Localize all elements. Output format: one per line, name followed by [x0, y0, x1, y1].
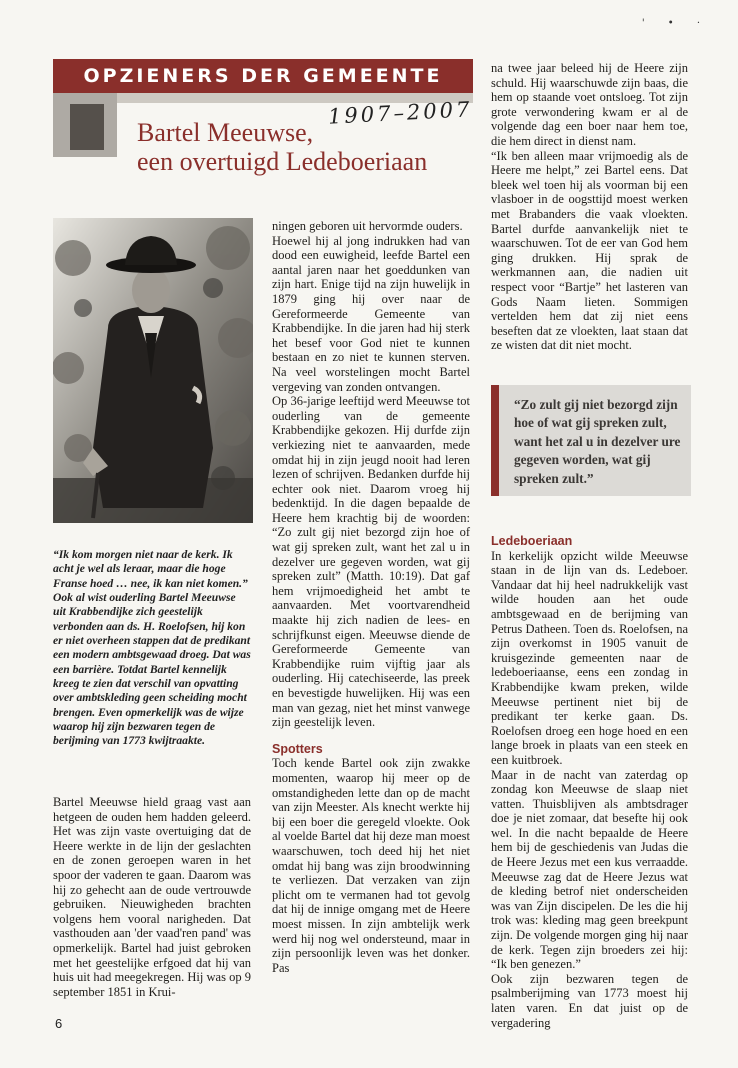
pull-quote-text: “Zo zult gij niet bezorgd zijn hoe of wat gij spreken zult, want het zal u in dezelver ure gegeven worden, wat gij spreken zult.”: [514, 397, 681, 486]
page-number: 6: [55, 1016, 63, 1031]
paragraph: Maar in de nacht van zaterdag op zondag kon Meeuwse de slaap niet vatten. Thuisblijven als ambtsdrager doe je niet zomaar, dat besefte hij ook wel. In die nacht bepaalde de Heere hem bij de geschiedenis van Judas die de Heere Jezus met een kus verraadde. Meeuwse zag dat de Heere Jezus wat de kleding betrof niet onderscheiden was van Zijn discipelen. De les die hij trok was: kleding mag geen breekpunt zijn. De volgende morgen ging hij naar de kerk. Tegen zijn broeders zei hij: “Ik ben genezen.”: [491, 767, 688, 972]
paragraph: Ook zijn bezwaren tegen de psalmberijming van 1773 moest hij laten varen. En dat juist op de vergadering: [491, 971, 688, 1030]
corner-marks: ' • ·: [641, 18, 710, 29]
text-column-4: [491, 534, 688, 1030]
paragraph: na twee jaar beleed hij de Heere zijn schuld. Hij waarschuwde zijn baas, die hem op staande voet ontsloeg. Tot zijn grote verwondering kwam er al de volgende dag een boer naar hem toe, die hem direct in dienst nam.: [491, 61, 688, 148]
text-column-1: [53, 795, 251, 999]
headline-line-2: een overtuigd Ledeboeriaan: [137, 147, 428, 176]
portrait-photo: [53, 218, 253, 523]
decorative-square-dark: [70, 104, 104, 150]
text-column-3: [491, 61, 688, 353]
pull-quote-box: [491, 385, 691, 496]
section-banner: OPZIENERS DER GEMEENTE: [53, 59, 473, 93]
pull-quote-bar: [491, 385, 499, 496]
subhead-spotters: Spotters: [272, 741, 323, 756]
paragraph: ningen geboren uit hervormde ouders.: [272, 219, 463, 233]
paragraph: Op 36-jarige leeftijd werd Meeuwse tot ouderling van de gemeente Krabbendijke gekozen. Hij durfde zijn verkiezing niet te aanvaarden, mede omdat hij in zijn jeugd nooit had leren lezen of schrijven. Bedanken durfde hij echter ook niet. Daarom vroeg hij bedenktijd. In die dagen bepaalde de Heere hem krachtig bij de woorden: “Zo zult gij niet bezorgd zijn hoe of wat gij spreken zult, want het zal u in dezelver ure gegeven worden, wat gij spreken zult” (Matth. 10:19). Dat gaf hem vrijmoedigheid het ambt te aanvaarden. Met voortvarendheid maakte hij zich nadien de lees- en schrijfkunst eigen. Meeuwse diende de Gereformeerde Gemeente van Krabbendijke ruim vijftig jaar als ouderling. Hij catechiseerde, las preek en bevestigde huwelijken. Hij was een man van gezag, niet het minst vanwege zijn geestelijk leven.: [272, 394, 470, 730]
paragraph: Bartel Meeuwse hield graag vast aan hetgeen de ouden hem hadden geleerd. Het was zijn vaste overtuiging dat de Heere werkte in de lijn der geslachten en de zonen geroepen waren in het spoor der vaderen te gaan. Daarom was hij zo gehecht aan de oude vertrouwde gebruiken. Nieuwigheden brachten volgens hem vooral narigheden. Dat vasthouden aan 'der vaad'ren pand' was opmerkelijk. Bartel had juist gebroken met het geestelijke erfgoed dat hij van huis uit had meegekregen. Hij was op 9 september 1851 in Krui-: [53, 795, 251, 999]
subhead-ledeboeriaan: Ledeboeriaan: [491, 534, 573, 548]
handwritten-years: 1907–2007: [327, 97, 473, 129]
article-headline: [137, 118, 477, 176]
text-column-2: [272, 219, 470, 975]
paragraph: Toch kende Bartel ook zijn zwakke momenten, waarop hij meer op de omstandigheden lette dan op de macht van zijn Meester. Als knecht werkte hij bij een boer die geregeld vloekte. Ook al voelde Bartel dat hij deze man moest waarschuwen, toch deed hij het niet omdat hij bang was zijn broodwinning te verliezen. Dat verzaken van zijn plicht om te vermanen had tot gevolg dat hij de innige omgang met de Heere moest missen. In zijn ambtelijk werk werd hij nog wel ondersteund, maar in zijn persoonlijk leven was het donker. Pas: [272, 756, 470, 975]
photo-caption: “Ik kom morgen niet naar de kerk. Ik acht je wel als leraar, maar die hoge Franse hoed … nee, ik kan niet komen.” Ook al wist ouderling Bartel Meeuwse uit Krabbendijke zich geestelijk verbonden aan ds. H. Roelofsen, hij kon er niet overheen stappen dat de predikant een modern ambtsgewaad droeg. Dat was een barrière. Totdat Bartel kennelijk kreeg te zien dat verschil van opvatting over ambtskleding geen scheiding mocht brengen. Even opmerkelijk was de wijze waarop hij zijn bezwaren tegen de berijming van 1773 kwijtraakte.: [53, 548, 251, 748]
paragraph: “Ik ben alleen maar vrijmoedig als de Heere me helpt,” zei Bartel eens. Dat bleek wel toen hij als voorman bij een vlasboer in de oogsttijd moest werken met Brabanders die vaak vloekten. Bartel durfde aanvankelijk niet te waarschuwen. Tot de eer van God hem ging drukken. Hij sprak de werkmannen aan, die nadien uit respect voor “Bartje” het lasteren van Gods Naam lieten. Sommigen vertelden hem dat zij niet eens beseften dat ze vloekten, laat staan dat ze wisten dat dit niet mocht.: [491, 148, 688, 353]
paragraph: In kerkelijk opzicht wilde Meeuwse staan in de lijn van ds. Ledeboer. Vandaar dat hij heel nadrukkelijk vast wilde houden aan het oude ambtsgewaad en de berijming van Petrus Datheen. Toen ds. Roelofsen, na zijn overkomst in 1905 vanuit de kruisgezinde gemeenten naar de ledeboeriaanse, eens een zondag in Krabbendijke kwam preken, wilde Meeuwse pertinent niet bij de predikant ter kerke gaan. Ds. Roelofsen droeg een hoge hoed en een lange broek in plaats van een steek en een kuitbroek.: [491, 548, 688, 767]
headline-line-1: Bartel Meeuwse,: [137, 118, 314, 147]
paragraph: Hoewel hij al jong indrukken had van dood een euwigheid, leefde Bartel een aantal jaren naar het goeddunken van zijn hart. Enige tijd na zijn huwelijk in 1879 ging hij over naar de Gereformeerde Gemeente van Krabbendijke. In die jaren had hij sterk het besef voor God niet te kunnen bestaan en zo niet te kunnen sterven. Na veel worstelingen mocht Bartel vergeving van zonden ontvangen.: [272, 233, 470, 394]
